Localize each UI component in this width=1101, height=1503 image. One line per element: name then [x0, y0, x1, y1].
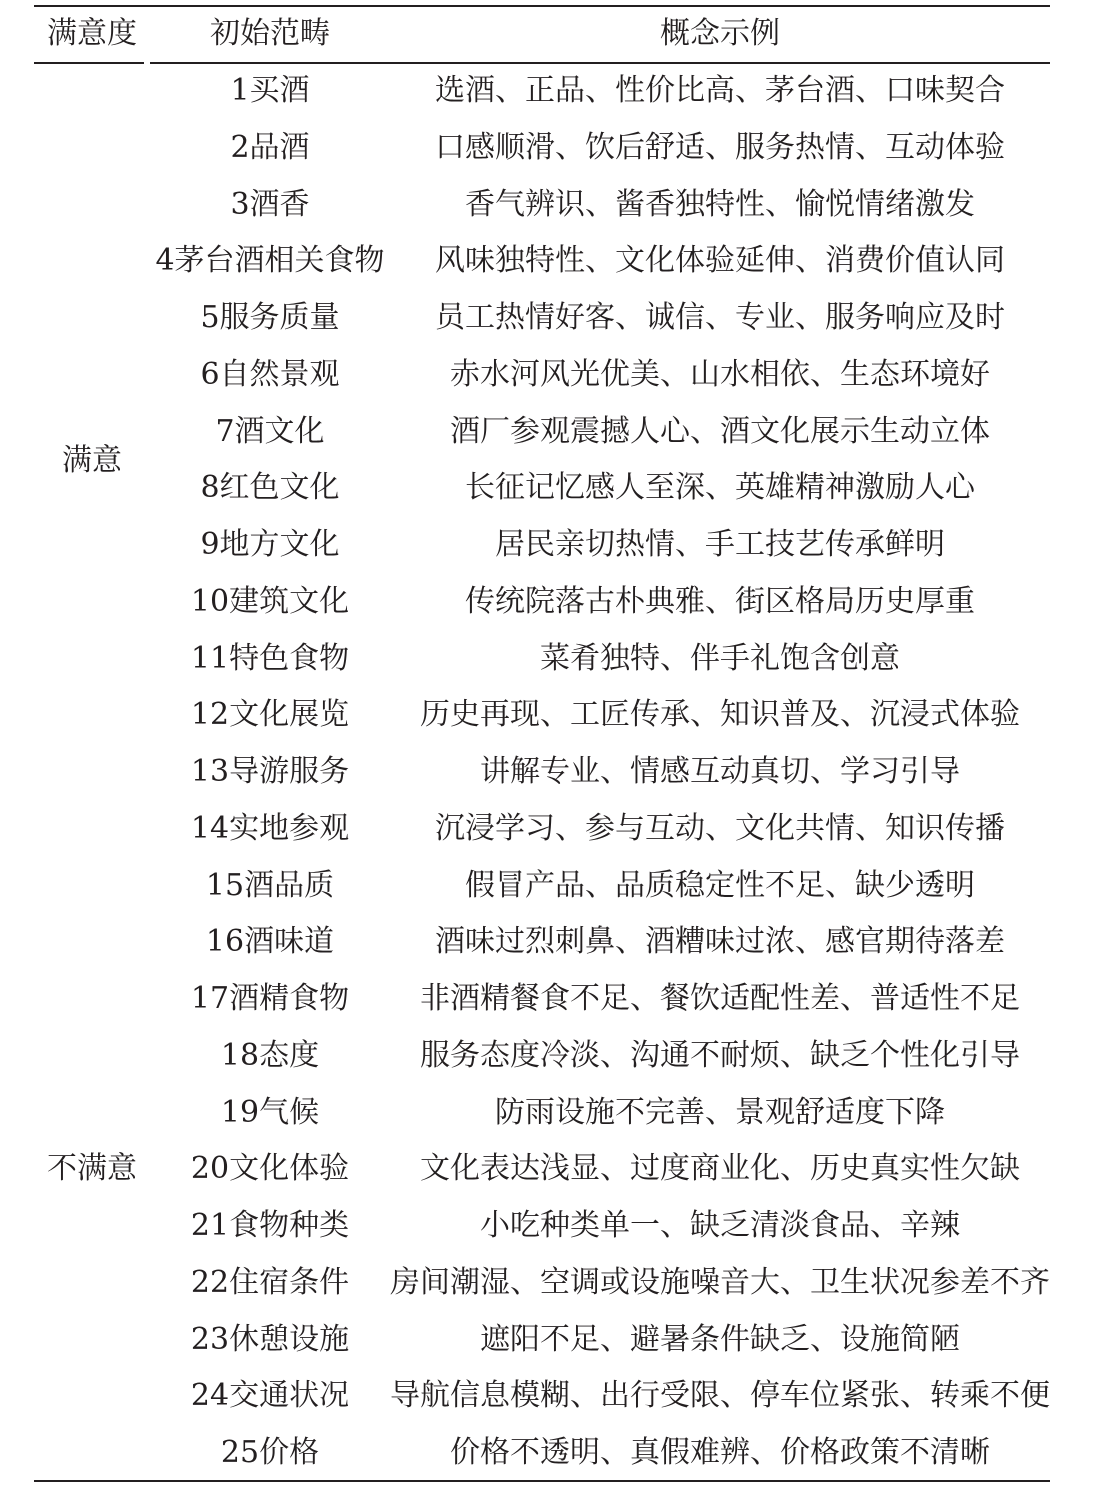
row-concept-examples: 长征记忆感人至深、英雄精神激励人心 [465, 470, 975, 505]
row-category: 15酒品质 [205, 868, 335, 903]
row-concept-examples: 酒味过烈刺鼻、酒糟味过浓、感官期待落差 [435, 924, 1005, 959]
row-category: 12文化展览 [190, 697, 350, 732]
row-category: 21食物种类 [190, 1208, 350, 1243]
row-category: 9地方文化 [200, 527, 340, 562]
row-category: 7酒文化 [215, 414, 325, 449]
row-category: 14实地参观 [190, 811, 350, 846]
group-label-dissatisfied: 不满意 [47, 1151, 137, 1186]
row-category: 23休憩设施 [190, 1322, 350, 1357]
row-concept-examples: 居民亲切热情、手工技艺传承鲜明 [495, 527, 945, 562]
row-concept-examples: 小吃种类单一、缺乏清淡食品、辛辣 [480, 1208, 960, 1243]
row-concept-examples: 选酒、正品、性价比高、茅台酒、口味契合 [435, 73, 1005, 108]
row-category: 10建筑文化 [190, 584, 350, 619]
row-category: 6自然景观 [200, 357, 340, 392]
row-category: 4茅台酒相关食物 [155, 243, 385, 278]
row-category: 19气候 [220, 1095, 320, 1130]
row-category: 25价格 [220, 1435, 320, 1470]
row-concept-examples: 房间潮湿、空调或设施噪音大、卫生状况参差不齐 [390, 1265, 1050, 1300]
row-category: 24交通状况 [190, 1378, 350, 1413]
row-concept-examples: 遮阳不足、避暑条件缺乏、设施简陋 [480, 1322, 960, 1357]
row-concept-examples: 口感顺滑、饮后舒适、服务热情、互动体验 [435, 130, 1005, 165]
row-category: 17酒精食物 [190, 981, 350, 1016]
row-category: 3酒香 [230, 187, 310, 222]
header-concept-examples: 概念示例 [660, 16, 780, 51]
row-concept-examples: 员工热情好客、诚信、专业、服务响应及时 [435, 300, 1005, 335]
row-category: 5服务质量 [200, 300, 340, 335]
row-category: 22住宿条件 [190, 1265, 350, 1300]
row-concept-examples: 菜肴独特、伴手礼饱含创意 [540, 641, 900, 676]
row-concept-examples: 导航信息模糊、出行受限、停车位紧张、转乘不便 [390, 1378, 1050, 1413]
row-concept-examples: 文化表达浅显、过度商业化、历史真实性欠缺 [420, 1151, 1020, 1186]
row-concept-examples: 沉浸学习、参与互动、文化共情、知识传播 [435, 811, 1005, 846]
row-concept-examples: 讲解专业、情感互动真切、学习引导 [480, 754, 960, 789]
header-initial-category: 初始范畴 [210, 16, 330, 51]
row-category: 18态度 [220, 1038, 320, 1073]
row-concept-examples: 价格不透明、真假难辨、价格政策不清晰 [450, 1435, 990, 1470]
row-concept-examples: 酒厂参观震撼人心、酒文化展示生动立体 [450, 414, 990, 449]
header-rule-left [34, 62, 144, 64]
row-concept-examples: 赤水河风光优美、山水相依、生态环境好 [450, 357, 990, 392]
row-concept-examples: 传统院落古朴典雅、街区格局历史厚重 [465, 584, 975, 619]
row-category: 16酒味道 [205, 924, 335, 959]
row-category: 1买酒 [230, 73, 310, 108]
row-category: 13导游服务 [190, 754, 350, 789]
row-category: 8红色文化 [200, 470, 340, 505]
row-concept-examples: 假冒产品、品质稳定性不足、缺少透明 [465, 868, 975, 903]
table-bottom-rule [34, 1480, 1050, 1482]
row-concept-examples: 历史再现、工匠传承、知识普及、沉浸式体验 [420, 697, 1020, 732]
row-concept-examples: 服务态度冷淡、沟通不耐烦、缺乏个性化引导 [420, 1038, 1020, 1073]
row-category: 11特色食物 [190, 641, 350, 676]
row-concept-examples: 非酒精餐食不足、餐饮适配性差、普适性不足 [420, 981, 1020, 1016]
row-concept-examples: 风味独特性、文化体验延伸、消费价值认同 [435, 243, 1005, 278]
header-satisfaction: 满意度 [47, 16, 137, 51]
row-concept-examples: 防雨设施不完善、景观舒适度下降 [495, 1095, 945, 1130]
row-category: 20文化体验 [190, 1151, 350, 1186]
row-category: 2品酒 [230, 130, 310, 165]
row-concept-examples: 香气辨识、酱香独特性、愉悦情绪激发 [465, 187, 975, 222]
group-label-satisfied: 满意 [62, 443, 122, 478]
